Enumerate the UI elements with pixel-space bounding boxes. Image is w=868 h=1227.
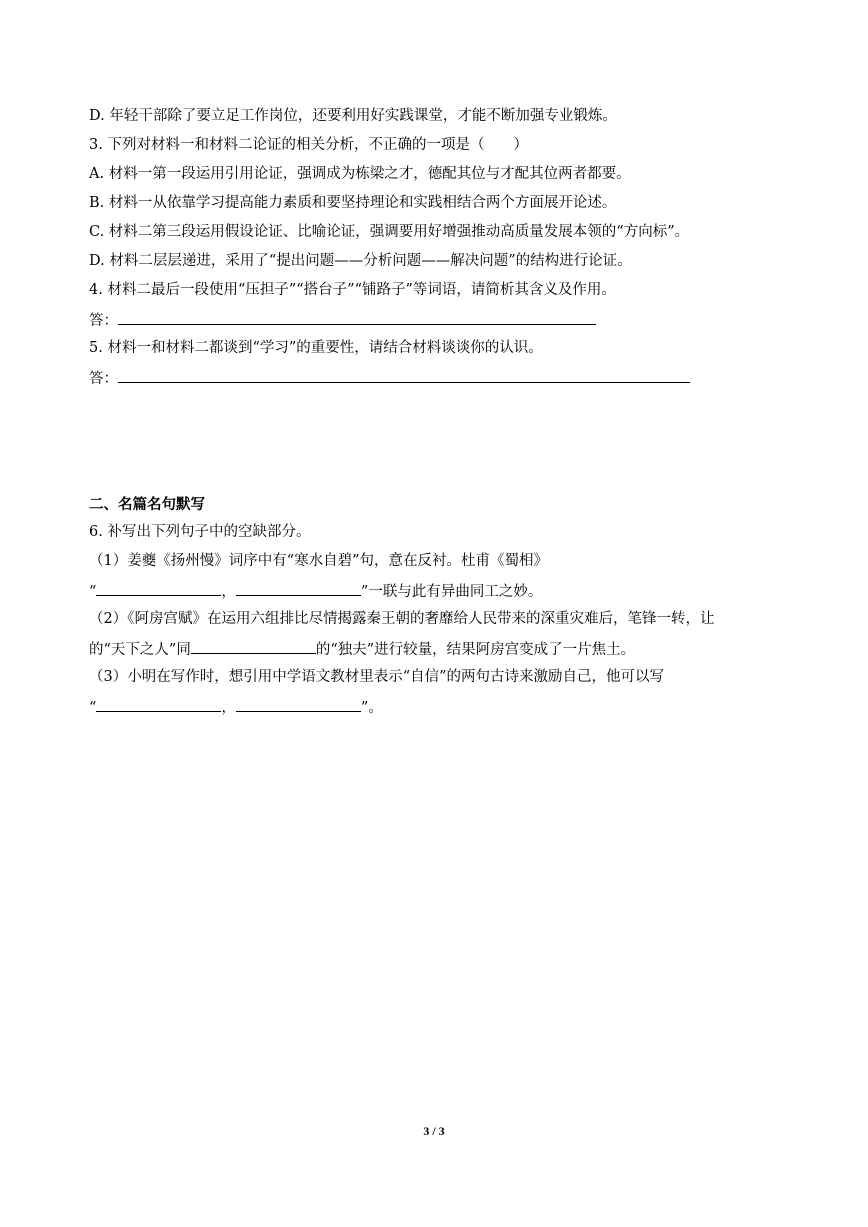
q3-option-d: D. 材料二层层递进，采用了“提出问题——分析问题——解决问题”的结构进行论证。: [89, 253, 632, 269]
q6-stem: 6. 补写出下列句子中的空缺部分。: [89, 524, 311, 540]
q6-item3-line1: （3）小明在写作时，想引用中学语文教材里表示“自信”的两句古诗来激励自己，他可以写: [89, 669, 665, 685]
q4-answer-label: 答：: [89, 313, 118, 329]
q4-answer-blank[interactable]: [118, 309, 596, 325]
page-number: 3 / 3: [423, 1124, 445, 1138]
q6-item2-line1: （2）《阿房宫赋》在运用六组排比尽情揭露秦王朝的奢靡给人民带来的深重灾难后，笔锋一转，让: [89, 611, 715, 627]
q3-option-a: A. 材料一第一段运用引用论证，强调成为栋梁之才，德配其位与才配其位两者都要。: [89, 166, 631, 182]
q6-item2-tail: 的“独夫”进行较量，结果阿房宫变成了一片焦土。: [315, 642, 636, 658]
q4-stem: 4. 材料二最后一段使用“压担子”“搭台子”“铺路子”等词语，请简析其含义及作用。: [89, 282, 616, 298]
q6-item3-blank1[interactable]: [96, 696, 221, 712]
q6-item3-tail: ”。: [360, 700, 383, 716]
q4-answer: [89, 309, 596, 331]
q6-item2-blank[interactable]: [191, 638, 316, 654]
q6-item1-line2: [89, 580, 542, 602]
q2-option-d: D. 年轻干部除了要立足工作岗位，还要利用好实践课堂，才能不断加强专业锻炼。: [89, 108, 617, 124]
q3-option-c: C. 材料二第三段运用假设论证、比喻论证，强调要用好增强推动高质量发展本领的“方向标”。: [89, 224, 690, 240]
q6-item3-blank2[interactable]: [236, 696, 361, 712]
comma: ，: [221, 584, 236, 600]
q5-stem: 5. 材料一和材料二都谈到“学习”的重要性，请结合材料谈谈你的认识。: [89, 340, 543, 356]
q6-item3-line2: [89, 696, 383, 718]
q6-item1-tail: ”一联与此有异曲同工之妙。: [360, 584, 543, 600]
q6-item1-line1: （1）姜夔《扬州慢》词序中有“寒水自碧”句，意在反衬。杜甫《蜀相》: [89, 553, 549, 569]
q5-answer-label: 答：: [89, 371, 118, 387]
q3-stem: 3. 下列对材料一和材料二论证的相关分析，不正确的一项是（ ）: [89, 137, 528, 153]
open-quote: “: [89, 584, 97, 600]
q5-answer: [89, 367, 690, 389]
q5-answer-blank[interactable]: [118, 367, 690, 383]
q6-item1-blank1[interactable]: [96, 580, 221, 596]
comma: ，: [221, 700, 236, 716]
q3-option-b: B. 材料一从依靠学习提高能力素质和要坚持理论和实践相结合两个方面展开论述。: [89, 195, 617, 211]
q6-item1-blank2[interactable]: [236, 580, 361, 596]
open-quote: “: [89, 700, 97, 716]
q6-item2-head: 的“天下之人”同: [89, 642, 191, 658]
section2-title: 二、名篇名句默写: [89, 497, 205, 513]
q6-item2-line2: [89, 638, 635, 660]
